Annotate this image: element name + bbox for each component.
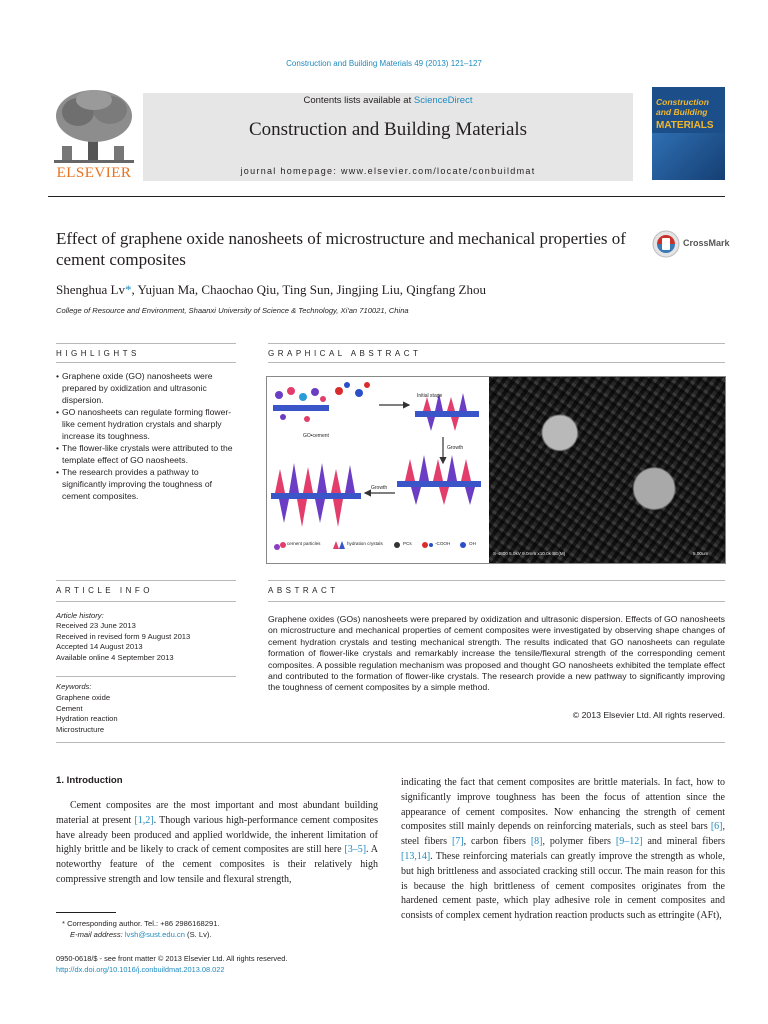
sciencedirect-link[interactable]: ScienceDirect (413, 95, 473, 106)
section-rule (56, 676, 236, 677)
history-item: Available online 4 September 2013 (56, 652, 174, 662)
flower-crystal-cluster-icon (271, 463, 361, 527)
sem-micrograph (489, 377, 725, 563)
keywords (56, 682, 246, 736)
citation-link[interactable]: [9–12] (615, 836, 643, 848)
sem-caption: S-4800 5.0kV 9.0mm x10.0k SE(M) (493, 551, 566, 556)
molecule-group-icon (335, 382, 370, 397)
keyword-item: Graphene oxide (56, 692, 111, 702)
highlight-item: • The research provides a pathway to significantly improving the toughness of cement composites. (56, 466, 236, 502)
graphical-abstract-heading: GRAPHICAL ABSTRACT (268, 349, 422, 358)
page-footer (56, 954, 456, 975)
issn-line: 0950-0618/$ - see front matter © 2013 Elsevier Ltd. All rights reserved. (56, 954, 288, 963)
article-history (56, 611, 246, 663)
mechanism-schematic (267, 377, 489, 563)
abstract-heading: ABSTRACT (268, 586, 339, 595)
author-name[interactable]: Chaochao Qiu (201, 282, 277, 297)
highlights-heading: HIGHLIGHTS (56, 349, 140, 358)
article-info-heading: ARTICLE INFO (56, 586, 153, 595)
sheet-cluster-icon (273, 387, 329, 422)
email-suffix: (S. Lv). (184, 930, 212, 939)
body-column-left (56, 799, 378, 888)
ga-label-go-cement: GO•cement (303, 433, 329, 439)
cover-title: Construction and Building (656, 97, 709, 117)
journal-title: Construction and Building Materials (248, 119, 528, 140)
sem-scale-bar: 5.00um (693, 551, 709, 556)
ga-label-growth: Growth (447, 445, 464, 451)
section-rule (268, 362, 725, 363)
graphical-abstract-figure[interactable] (266, 376, 726, 564)
journal-homepage[interactable]: journal homepage: www.elsevier.com/locate/conbuildmat (240, 166, 536, 176)
citation-link[interactable]: [3–5] (344, 844, 367, 856)
journal-masthead (143, 93, 633, 181)
section-rule (268, 343, 725, 344)
abstract-text: Graphene oxides (GOs) nanosheets were prepared by oxidization and ultrasonic dispersion. Effects of GO nanosheets on microstructure and mechanical properties of cement composites were investigated by observing shape changes of cement hydration crystals and testing mechanical strength. The results indicated that GO nanosheets can regulate formation of flower-like crystals and remarkably increase the tensile/flexural strength of the corresponding cement composites. A possible regulation mechanism was proposed and thought GO nanosheets exhibited the template effect and contributed to the formation of flower-like crystals. The research provide a new pathway to significantly improving the toughness of cement composites by a simple method. (268, 614, 725, 693)
highlight-item: • The flower-like crystals were attributed to the template effect of GO naosheets. (56, 442, 236, 466)
intro-paragraph: indicating the fact that cement composites are brittle materials. In fact, how to significantly improve toughness has been the focus of attention since the appearance of cement composites. Now enhancing the strength of cement composites still mainly depends on reinforcing materials, such as steel bars [6], steel fibers [7], carbon fibers [8], polymer fibers [9–12] and mineral fibers [13,14]. These reinforcing materials can greatly improve the strength as whole, but high brittleness and associated cracking still occur. The main reason for this is because the high brittleness of cement composites originates from the hardened cement paste, which play adhesive role in cement composites and consists of complex cement hydration reaction products such as ettringite (AFt), (401, 777, 726, 922)
citation-link[interactable]: [13,14] (401, 850, 431, 862)
legend-label: PCs (403, 541, 412, 546)
journal-cover-thumbnail (652, 87, 725, 180)
history-item: Received 23 June 2013 (56, 621, 136, 631)
keyword-item: Cement (56, 703, 83, 713)
body-column-right (401, 776, 725, 924)
author-list: Shenghua Lv*, Yujuan Ma, Chaochao Qiu, Ting Sun, Jingjing Liu, Qingfang Zhou (56, 282, 486, 297)
section-rule (56, 362, 236, 363)
ga-label-initial: Initial stage (417, 393, 443, 399)
section-rule (268, 580, 725, 581)
legend-label: hydration crystals (347, 541, 383, 546)
cover-word: MATERIALS (656, 120, 714, 131)
crossmark-label: CrossMark (683, 238, 730, 248)
citation-link[interactable]: [1,2] (134, 814, 154, 826)
email-label: E-mail address: (70, 930, 125, 939)
section-rule (56, 343, 236, 344)
author-name[interactable]: Shenghua Lv (56, 282, 125, 297)
email-link[interactable]: lvsh@sust.edu.cn (124, 930, 185, 939)
legend-label: OH (469, 541, 476, 546)
contents-prefix: Contents lists available at (303, 95, 414, 106)
journal-citation[interactable]: Construction and Building Materials 49 (2013) 121–127 (286, 59, 482, 68)
crossmark-icon (652, 230, 680, 258)
flower-crystal-cluster-icon (397, 455, 481, 505)
contents-line (143, 95, 633, 106)
header-rule (48, 196, 725, 197)
highlight-item: • GO nanosheets can regulate forming flower-like cement hydration crystals and sharply increase its toughness. (56, 406, 236, 442)
legend-label: cement particles (287, 541, 321, 546)
author-name[interactable]: Ting Sun (282, 282, 330, 297)
legend-label: -COOH (435, 541, 451, 546)
citation-link[interactable]: [8] (530, 836, 543, 848)
elsevier-wordmark: ELSEVIER (56, 165, 132, 181)
author-name[interactable]: Jingjing Liu (336, 282, 400, 297)
article-title: Effect of graphene oxide nanosheets of microstructure and mechanical properties of cement composites (56, 229, 626, 269)
author-name[interactable]: Yujuan Ma (137, 282, 195, 297)
footnote-rule (56, 912, 116, 913)
citation-link[interactable]: [6] (710, 821, 723, 833)
crossmark-badge[interactable] (652, 230, 730, 258)
history-item: Accepted 14 August 2013 (56, 642, 143, 652)
corresponding-author-marker[interactable]: * (124, 282, 132, 297)
ga-label-growth: Growth (371, 485, 388, 491)
section-heading-introduction: 1. Introduction (56, 775, 123, 786)
section-rule (56, 742, 725, 743)
abstract-copyright: © 2013 Elsevier Ltd. All rights reserved. (572, 710, 725, 720)
highlight-item: • Graphene oxide (GO) nanosheets were prepared by oxidization and ultrasonic dispersion. (56, 370, 236, 406)
section-rule (56, 580, 236, 581)
section-rule (268, 601, 725, 602)
footnote-tel: * Corresponding author. Tel.: +86 2986168291. (62, 919, 220, 928)
citation-link[interactable]: [7] (451, 836, 464, 848)
cover-artwork (652, 133, 725, 180)
doi-link[interactable]: http://dx.doi.org/10.1016/j.conbuildmat.2013.08.022 (56, 964, 225, 974)
intro-paragraph: Cement composites are the most important and most abundant building material at present [1,2]. Though various high-performance cement composites have already been produced and applied worldwide, the inherent limitation of highly brittle and be likely to crack of cement composites are still here [3–5]. A noteworthy feature of the cement composites is their relatively high compressive strength and low tensile and flexural strength, (56, 800, 378, 885)
history-item: Received in revised form 9 August 2013 (56, 631, 191, 641)
keywords-label: Keywords: (56, 682, 92, 691)
keyword-item: Hydration reaction (56, 714, 118, 724)
section-rule (56, 601, 236, 602)
corresponding-footnote (56, 918, 378, 940)
affiliation: College of Resource and Environment, Shaanxi University of Science & Technology, Xi'an 710021, China (56, 306, 409, 315)
history-label: Article history: (56, 611, 104, 620)
author-name[interactable]: Qingfang Zhou (406, 282, 486, 297)
highlights-list (56, 370, 236, 502)
keyword-item: Microstructure (56, 725, 105, 735)
